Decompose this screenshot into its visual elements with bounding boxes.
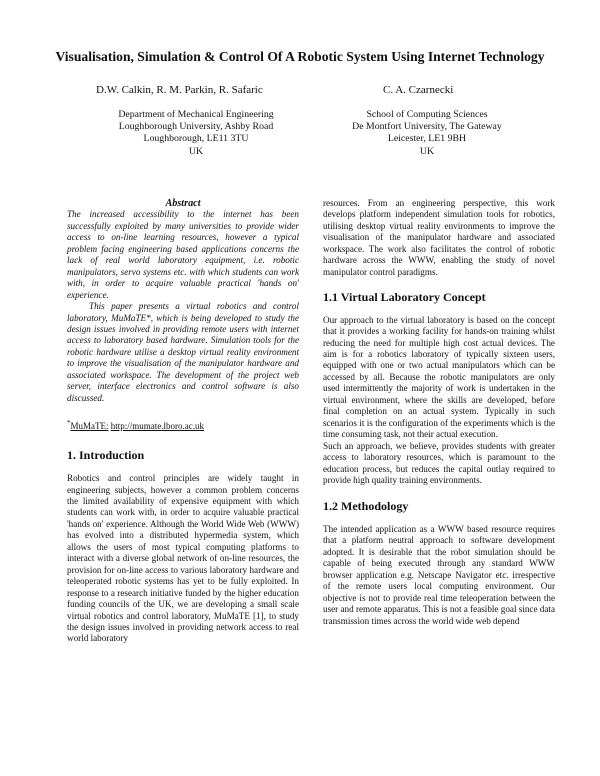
authors-left: D.W. Calkin, R. M. Parkin, R. Safaric [96, 84, 263, 96]
affiliation-line: School of Computing Sciences [366, 109, 488, 120]
footnote-mark: * [67, 419, 71, 428]
section-1-1-heading: 1.1 Virtual Laboratory Concept [323, 290, 486, 305]
affiliation-line: Leicester, LE1 9BH [387, 133, 467, 145]
abstract [67, 198, 299, 404]
affiliation-left [96, 109, 296, 158]
right-column [323, 198, 555, 627]
affiliation-line: Loughborough University, Ashby Road [118, 121, 274, 133]
abstract-paragraph-2: This paper presents a virtual robotics and control laboratory, MuMaTE*, which is being developed to study the design issues involved in providing remote users with internet access to laboratory based hardware. Simulation tools for the robotic hardware utilise a desktop virtual reality environment to improve the visualisation of the manipulator hardware and associated workspace. The development of the project web server, interface electronics and control software is also discussed. [67, 301, 299, 403]
affiliation-line: UK [419, 145, 435, 157]
affiliation-line: Loughborough, LE11 3TU [143, 133, 249, 145]
section-1-1-paragraph-2: Such an approach, we believe, provides students with greater access to laboratory resources, which is paramount to the education process, but reduces the capital outlay required to provide high quality training environments. [323, 440, 555, 485]
section-1-2-heading: 1.2 Methodology [323, 499, 409, 514]
abstract-paragraph-1: The increased accessibility to the internet has been successfully exploited by many universities to provide wider access to on-line learning resources, however a typical problem facing engineering based applications concerns the lack of real world laboratory equipment, i.e. robotic manipulators, servo systems etc. with which students can work with, in order to acquire valuable practical 'hands on' experience. [67, 209, 299, 300]
footnote-label: MuMaTE: [70, 421, 109, 432]
footnote-url-link[interactable]: http://mumate.lboro.ac.uk [110, 421, 204, 432]
section-1-1-paragraph: Our approach to the virtual laboratory is based on the concept that it provides a working facility for hands-on training whilst reducing the need for multiple high cost actual devices. The aim is for a robotics laboratory of typically sixteen users, equipped with one or two actual manipulators which can be accessed by all. Because the robotic manipulators are only used intermittently the majority of work is undertaken in the virtual environment, where the skills are developed, before final completion on an actual system. Typically in such scenarios it is the configuration of the experiments which is the time consuming task, not their actual execution. [323, 314, 555, 440]
affiliation-line: UK [188, 145, 204, 157]
intro-continuation: resources. From an engineering perspective, this work develops platform independent simulation tools for robotics, utilising desktop virtual reality environments to improve the visualisation of the manipulator hardware and associated workspace. The work also facilitates the control of robotic hardware across the WWW, enabling the study of novel manipulator control paradigms. [323, 198, 555, 277]
affiliation-line: Department of Mechanical Engineering [118, 109, 274, 120]
intro-paragraph: Robotics and control principles are widely taught in engineering subjects, however a common problem concerns the limited availability of expensive equipment with which students can work with, in order to acquire valuable practical 'hands on' experience. Although the World Wide Web (WWW) has evolved into a distributed hypermedia system, which allows the users of most typical computing platforms to interact with a diverse global network of on-line resources, the provision for on-line access to various laboratory hardware and teleoperated robotic systems has yet to be fully exploited. In response to a research initiative funded by the higher education funding councils of the UK, we are developing a small scale virtual robotics and control laboratory, MuMaTE [1], to study the design issues involved in providing network access to real world laboratory [67, 473, 299, 644]
affiliation-right [322, 109, 532, 158]
section-1-2-paragraph: The intended application as a WWW based resource requires that a platform neutral approach to software development adopted. It is desirable that the robot simulation should be capable of being executed through any standard WWW browser application e.g. Netscape Navigator etc. irrespective of the remote users local computing environment. Our objective is not to provide real time teleoperation between the user and remote apparatus. This is not a feasible goal since data transmission times across the world wide web depend [323, 523, 555, 626]
authors-right: C. A. Czarnecki [383, 84, 454, 96]
abstract-heading: Abstract [165, 198, 201, 209]
paper-title: Visualisation, Simulation & Control Of A Robotic System Using Internet Technology [55, 49, 545, 64]
affiliation-line: De Montfort University, The Gateway [352, 121, 502, 133]
intro-heading: 1. Introduction [67, 447, 145, 462]
left-column [67, 198, 299, 645]
footnote [67, 418, 299, 432]
